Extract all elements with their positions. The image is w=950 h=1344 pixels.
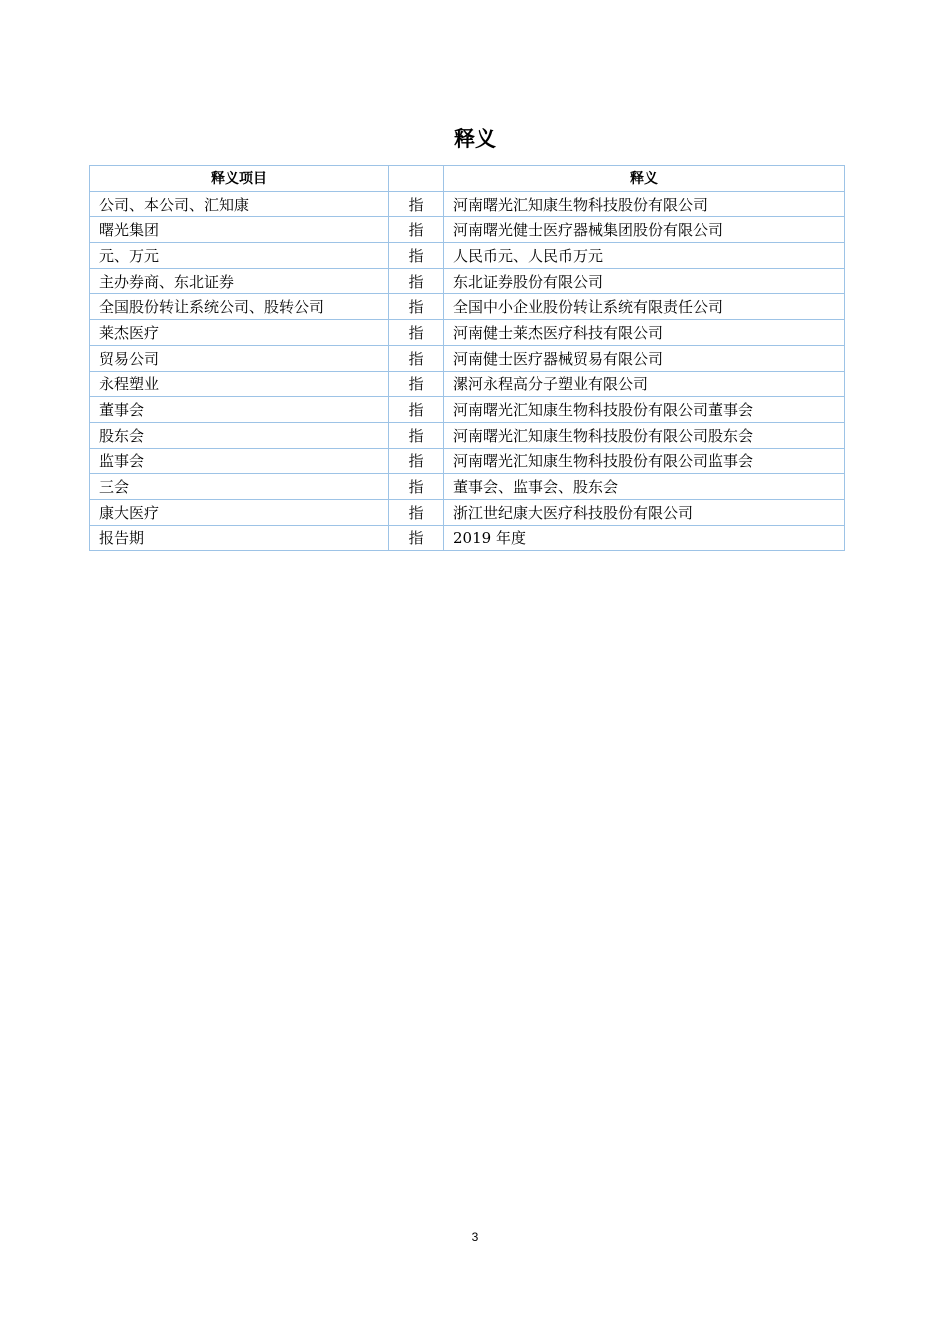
ref-cell: 指: [389, 397, 444, 423]
table-row: [90, 243, 845, 269]
ref-cell: 指: [389, 294, 444, 320]
table-row: [90, 397, 845, 423]
table-header-row: [90, 166, 845, 192]
ref-cell: 指: [389, 499, 444, 525]
ref-cell: 指: [389, 217, 444, 243]
term-cell: 三会: [90, 474, 389, 500]
table-row: [90, 448, 845, 474]
definition-cell: 河南健士医疗器械贸易有限公司: [444, 345, 845, 371]
definition-cell: 河南曙光汇知康生物科技股份有限公司股东会: [444, 422, 845, 448]
definition-cell: 人民币元、人民币万元: [444, 243, 845, 269]
definition-cell: 浙江世纪康大医疗科技股份有限公司: [444, 499, 845, 525]
term-cell: 贸易公司: [90, 345, 389, 371]
table-row: [90, 371, 845, 397]
definition-cell: 全国中小企业股份转让系统有限责任公司: [444, 294, 845, 320]
ref-cell: 指: [389, 243, 444, 269]
table-row: [90, 499, 845, 525]
table-row: [90, 422, 845, 448]
table-row: [90, 191, 845, 217]
ref-cell: 指: [389, 268, 444, 294]
definition-cell: 董事会、监事会、股东会: [444, 474, 845, 500]
definition-cell: 河南健士莱杰医疗科技有限公司: [444, 320, 845, 346]
table-row: [90, 345, 845, 371]
definition-cell: 漯河永程高分子塑业有限公司: [444, 371, 845, 397]
term-cell: 元、万元: [90, 243, 389, 269]
ref-cell: 指: [389, 371, 444, 397]
table-row: [90, 268, 845, 294]
term-cell: 股东会: [90, 422, 389, 448]
term-cell: 全国股份转让系统公司、股转公司: [90, 294, 389, 320]
term-cell: 康大医疗: [90, 499, 389, 525]
definition-cell: 河南曙光汇知康生物科技股份有限公司监事会: [444, 448, 845, 474]
ref-cell: 指: [389, 320, 444, 346]
header-ref: [389, 166, 444, 192]
ref-cell: 指: [389, 474, 444, 500]
table-row: [90, 525, 845, 551]
term-cell: 监事会: [90, 448, 389, 474]
table-row: [90, 320, 845, 346]
table-row: [90, 294, 845, 320]
definition-cell: 河南曙光健士医疗器械集团股份有限公司: [444, 217, 845, 243]
ref-cell: 指: [389, 448, 444, 474]
ref-cell: 指: [389, 422, 444, 448]
definition-cell: 河南曙光汇知康生物科技股份有限公司: [444, 191, 845, 217]
definition-cell: 东北证券股份有限公司: [444, 268, 845, 294]
header-term: 释义项目: [90, 166, 389, 192]
term-cell: 曙光集团: [90, 217, 389, 243]
page-number: 3: [471, 1230, 479, 1244]
page-title: 释义: [454, 127, 496, 151]
term-cell: 报告期: [90, 525, 389, 551]
term-cell: 永程塑业: [90, 371, 389, 397]
definitions-table: [89, 165, 845, 551]
ref-cell: 指: [389, 525, 444, 551]
ref-cell: 指: [389, 191, 444, 217]
term-cell: 莱杰医疗: [90, 320, 389, 346]
term-cell: 公司、本公司、汇知康: [90, 191, 389, 217]
header-definition: 释义: [444, 166, 845, 192]
definition-cell: 河南曙光汇知康生物科技股份有限公司董事会: [444, 397, 845, 423]
definition-cell: 2019 年度: [444, 525, 845, 551]
table-row: [90, 217, 845, 243]
term-cell: 董事会: [90, 397, 389, 423]
ref-cell: 指: [389, 345, 444, 371]
term-cell: 主办券商、东北证券: [90, 268, 389, 294]
table-row: [90, 474, 845, 500]
